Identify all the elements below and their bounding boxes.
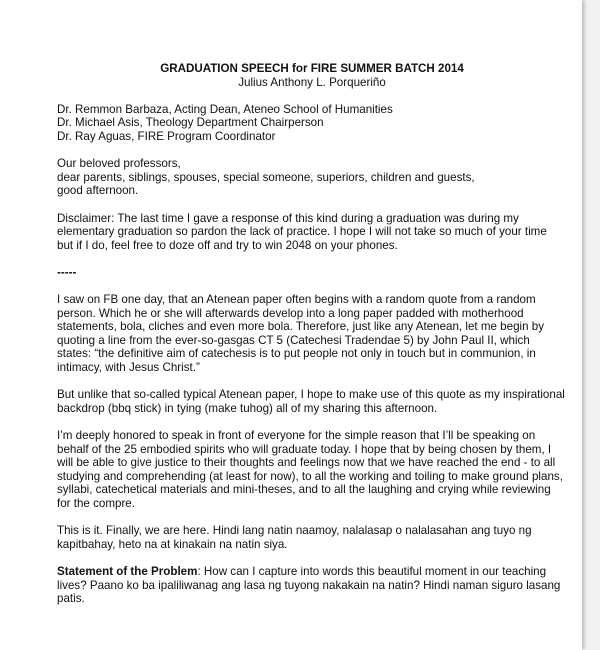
text-line: patis. [57,592,85,606]
text-line: lives? Paano ko ba ipaliliwanag ang lasa ng tuyong nakakain na natin? Hindi naman siguro lasang [57,578,561,592]
text-line: states: “the definitive aim of catechesis is to put people not only in touch but in communion, in [57,347,536,361]
disclaimer-paragraph [57,212,557,253]
text-line: Disclaimer: The last time I gave a response of this kind during a graduation was during my [57,211,519,225]
text-line: This is it. Finally, we are here. Hindi lang natin naamoy, nalalasap o nalalasahan ang tuyo ng [57,524,532,538]
statement-text: : How can I capture into words this beautiful moment in our teaching [197,564,547,578]
text-line: will be able to give justice to their thoughts and feelings now that we have reached the end - to all [57,456,556,470]
separator-text: ----- [57,265,77,279]
text-line: kapitbahay, heto na at kinakain na natin siya. [57,537,288,551]
addressee-line: Dr. Michael Asis, Theology Department Chairperson [57,116,324,130]
addressee-line: Dr. Remmon Barbaza, Acting Dean, Ateneo School of Humanities [57,102,393,116]
text-line: I’m deeply honored to speak in front of everyone for the simple reason that I’ll be speaking on [57,429,536,443]
document-title: GRADUATION SPEECH for FIRE SUMMER BATCH 2014 [160,62,464,75]
paragraph-1 [57,293,557,375]
text-line: statements, bola, cliches and even more bola. Therefore, just like any Atenean, let me begin by [57,320,545,334]
paragraph-4 [57,524,557,551]
text-line: syllabi, catechetical materials and mini-theses, and to all the laughing and crying while reviewing [57,483,551,497]
text-line: quoting a line from the ever-so-gasgas CT 5 (Catechesi Tradendae 5) by John Paul II, which [57,333,530,347]
text-line: person. Which he or she will afterwards develop into a long paper padded with motherhood [57,306,524,320]
addressees [57,103,557,144]
paragraph-5 [57,564,561,606]
text-line: elementary graduation so pardon the lack of practice. I hope I will not take so much of your time [57,225,547,239]
addressee-line: Dr. Ray Aguas, FIRE Program Coordinator [57,129,276,143]
text-line: But unlike that so-called typical Atenean paper, I hope to make use of this quote as my inspirational [57,388,565,402]
text-line [57,565,557,579]
greeting-line: dear parents, siblings, spouses, special someone, superiors, children and guests, [57,170,475,184]
text-line: intimacy, with Jesus Christ.” [57,361,200,375]
separator [57,266,557,280]
greeting [57,157,557,198]
paragraph-3 [57,429,563,511]
text-line: backdrop (bbq stick) in tying (make tuhog) all of my sharing this afternoon. [57,401,438,415]
document-author: Julius Anthony L. Porqueriño [238,75,386,89]
text-line: I saw on FB one day, that an Atenean paper often begins with a random quote from a random [57,293,536,307]
document-body [57,62,565,619]
text-line: studying and comprehending (at least for now), to all the working and toiling to make ground plans, [57,469,563,483]
greeting-line: good afternoon. [57,184,139,198]
paragraph-2 [57,388,565,415]
text-line: for the compre. [57,497,135,510]
greeting-line: Our beloved professors, [57,157,181,171]
text-line: but if I do, feel free to doze off and try to win 2048 on your phones. [57,238,398,252]
text-line: behalf of the 25 embodied spirits who will graduate today. I hope that by being chosen by them, I [57,442,552,456]
statement-label: Statement of the Problem [57,564,198,578]
